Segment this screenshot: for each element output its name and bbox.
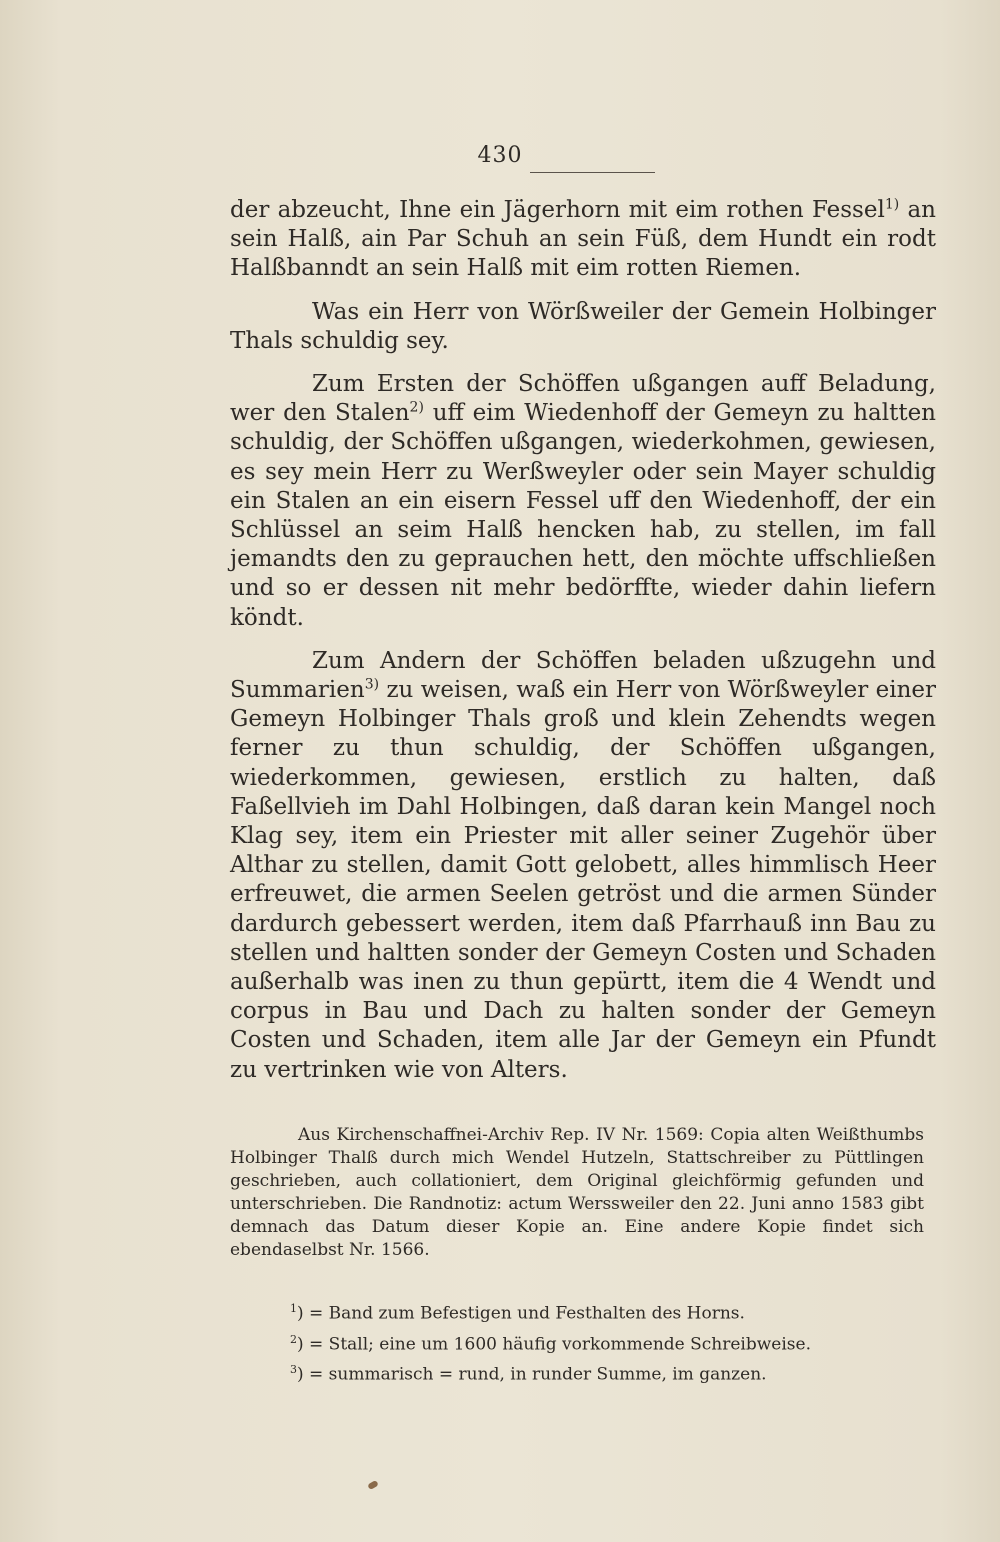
- footnotes: [290, 1296, 890, 1388]
- footnote-ref-3: 3): [364, 676, 380, 693]
- footnote-2: $^2$) = Stall; eine um 1600 häufig vorkommende Schreibweise.: [290, 1332, 811, 1355]
- footnote-ref-2: 2): [409, 399, 424, 416]
- header-rule: [530, 172, 655, 173]
- footnote-1: $^1$) = Band zum Befestigen und Festhalten des Horns.: [290, 1302, 745, 1324]
- footnote-ref-1: 1): [884, 196, 900, 213]
- source-note: Aus Kirchenschaffnei-Archiv Rep. IV Nr. 1569: Copia alten Weißthumbs Holbinger Thalß durch mich Wendel Hutzeln, Stattschreiber zu Püttlingen geschrieben, auch collationiert, dem Original gleichförmig gefunden und unterschrieben. Die Randnotiz: actum Werssweiler den 22. Juni anno 1583 gibt demnach das Datum dieser Kopie an. Eine andere Kopie findet sich ebendaselbst Nr. 1566.: [230, 1125, 924, 1260]
- page-number: 430: [477, 143, 523, 168]
- ink-spot: [367, 1480, 379, 1490]
- paragraph-2: Was ein Herr von Wörßweiler der Gemein Holbinger Thals schuldig sey.: [230, 298, 936, 354]
- main-text: [230, 196, 936, 1099]
- paragraph-3: Zum Ersten der Schöffen ußgangen auff Beladung, wer den Stalen$^{2)}$ uff eim Wiedenhoff der Gemeyn zu haltten schuldig, der Schöffen ußgangen, wiederkohmen, gewiesen, es sey mein Herr zu Werßweyler oder sein Mayer schuldig ein Stalen an ein eisern Fessel uff den Wiedenhoff, der ein Schlüssel an seim Halß hencken hab, zu stellen, im fall jemandts den zu geprauchen hett, den möchte uffschließen und so er dessen nit mehr bedörffte, wieder dahin liefern köndt.: [230, 371, 936, 631]
- paragraph-1: der abzeucht, Ihne ein Jägerhorn mit eim rothen Fessel$^{1)}$ an sein Halß, ain Par Schuh an sein Füß, dem Hundt ein rodt Halßbanndt an sein Halß mit eim rotten Riemen.: [230, 196, 936, 282]
- footnote-3: $^3$) = summarisch = rund, in runder Summe, im ganzen.: [290, 1363, 767, 1385]
- paragraph-4: Zum Andern der Schöffen beladen ußzugehn und Summarien$^{3)}$ zu weisen, waß ein Herr von Wörßweyler einer Gemeyn Holbinger Thals groß und klein Zehendts wegen ferner zu thun schuldig, der Schöffen ußgangen, wiederkommen, gewiesen, erstlich zu halten, daß Faßellvieh im Dahl Holbingen, daß daran kein Mangel noch Klag sey, item ein Priester mit aller seiner Zugehör über Althar zu stellen, damit Gott gelobett, alles himmlisch Heer erfreuwet, die armen Seelen getröst und die armen Sünder dardurch gebessert werden, item daß Pfarrhauß inn Bau zu stellen und haltten sonder der Gemeyn Costen und Schaden außerhalb was inen zu thun gepürtt, item die 4 Wendt und corpus in Bau und Dach zu halten sonder der Gemeyn Costen und Schaden, item alle Jar der Gemeyn ein Pfundt zu vertrinken wie von Alters.: [230, 647, 936, 1083]
